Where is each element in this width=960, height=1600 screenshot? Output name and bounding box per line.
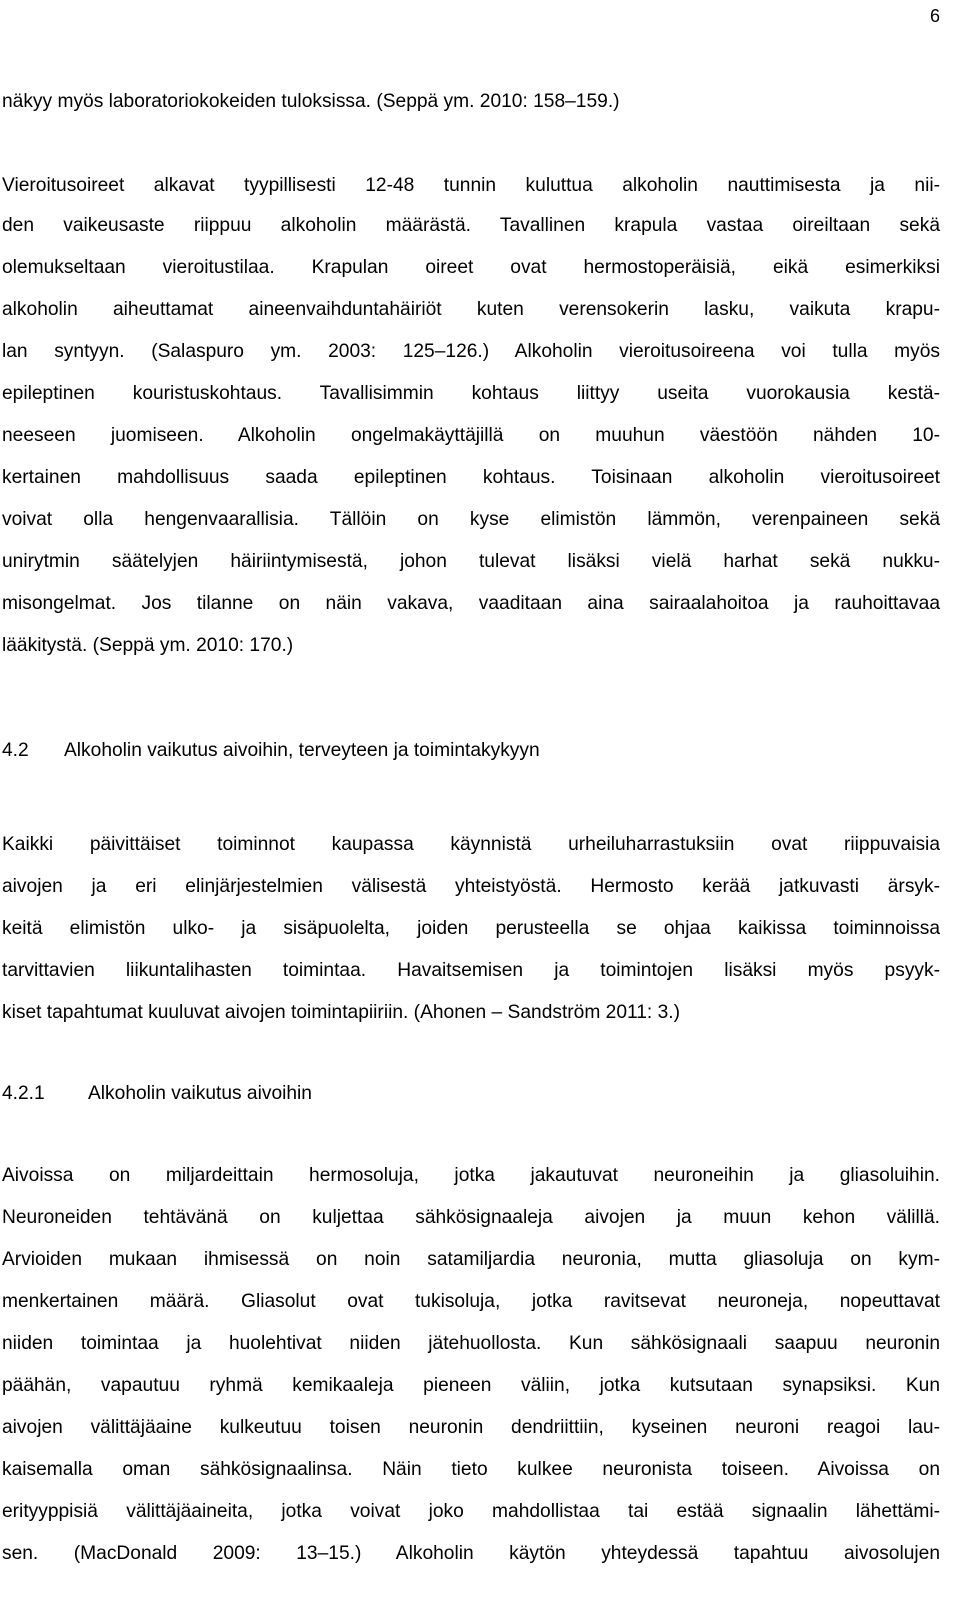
section-heading: [2, 738, 940, 764]
subsection-number: 4.2.1: [2, 1083, 45, 1104]
text-line: neeseen juomiseen. Alkoholin ongelmakäyttäjillä on muuhun väestöön nähden 10-: [2, 425, 940, 446]
section-number: 4.2: [2, 740, 29, 761]
text-line: Kaikki päivittäiset toiminnot kaupassa käynnistä urheiluharrastuksiin ovat riippuvaisia: [2, 834, 940, 855]
text-line: menkertainen määrä. Gliasolut ovat tukisoluja, jotka ravitsevat neuroneja, nopeuttavat: [2, 1291, 940, 1312]
text-line: kertainen mahdollisuus saada epileptinen kohtaus. Toisinaan alkoholin vieroitusoireet: [2, 467, 940, 488]
text-line: Vieroitusoireet alkavat tyypillisesti 12-48 tunnin kuluttua alkoholin nauttimisesta ja nii-: [2, 175, 940, 196]
text-line: Aivoissa on miljardeittain hermosoluja, jotka jakautuvat neuroneihin ja gliasoluihin.: [2, 1165, 940, 1186]
text-line: den vaikeusaste riippuu alkoholin määrästä. Tavallinen krapula vastaa oireiltaan sekä: [2, 215, 940, 236]
subsection-heading: [2, 1081, 940, 1107]
text-line: alkoholin aiheuttamat aineenvaihduntahäiriöt kuten verensokerin lasku, vaikuta krapu-: [2, 299, 940, 320]
text-line: aivojen ja eri elinjärjestelmien välisestä yhteistyöstä. Hermosto kerää jatkuvasti ärsyk-: [2, 876, 940, 897]
text-line: misongelmat. Jos tilanne on näin vakava, vaaditaan aina sairaalahoitoa ja rauhoittavaa: [2, 593, 940, 614]
text-line: voivat olla hengenvaarallisia. Tällöin on kyse elimistön lämmön, verenpaineen sekä: [2, 509, 940, 530]
page-number: 6: [929, 6, 940, 26]
text-line: päähän, vapautuu ryhmä kemikaaleja pieneen väliin, jotka kutsutaan synapsiksi. Kun: [2, 1375, 940, 1396]
text-line: lääkitystä. (Seppä ym. 2010: 170.): [2, 635, 294, 656]
text-line: sen. (MacDonald 2009: 13–15.) Alkoholin käytön yhteydessä tapahtuu aivosolujen: [2, 1543, 940, 1564]
section-title: Alkoholin vaikutus aivoihin, terveyteen ja toimintakykyyn: [64, 740, 540, 761]
text-line: kiset tapahtumat kuuluvat aivojen toimintapiiriin. (Ahonen – Sandström 2011: 3.): [2, 1002, 680, 1023]
text-line: erityyppisiä välittäjäaineita, jotka voivat joko mahdollistaa tai estää signaalin lähettämi-: [2, 1501, 940, 1522]
text-line: keitä elimistön ulko- ja sisäpuolelta, joiden perusteella se ohjaa kaikissa toiminnoissa: [2, 918, 940, 939]
text-line: unirytmin säätelyjen häiriintymisestä, johon tulevat lisäksi vielä harhat sekä nukku-: [2, 551, 940, 572]
text-line: näkyy myös laboratoriokokeiden tuloksissa. (Seppä ym. 2010: 158–159.): [2, 91, 620, 112]
text-line: aivojen välittäjäaine kulkeutuu toisen neuronin dendriittiin, kyseinen neuroni reagoi lau-: [2, 1417, 940, 1438]
text-line: kaisemalla oman sähkösignaalinsa. Näin tieto kulkee neuronista toiseen. Aivoissa on: [2, 1459, 940, 1480]
text-line: Neuroneiden tehtävänä on kuljettaa sähkösignaaleja aivojen ja muun kehon välillä.: [2, 1207, 940, 1228]
text-line: niiden toimintaa ja huolehtivat niiden jätehuollosta. Kun sähkösignaali saapuu neuronin: [2, 1333, 940, 1354]
text-line: tarvittavien liikuntalihasten toimintaa. Havaitsemisen ja toimintojen lisäksi myös psyyk-: [2, 960, 940, 981]
text-line: Arvioiden mukaan ihmisessä on noin satamiljardia neuronia, mutta gliasoluja on kym-: [2, 1249, 940, 1270]
text-line: epileptinen kouristuskohtaus. Tavallisimmin kohtaus liittyy useita vuorokausia kestä-: [2, 383, 940, 404]
text-line: lan syntyyn. (Salaspuro ym. 2003: 125–126.) Alkoholin vieroitusoireena voi tulla myös: [2, 341, 940, 362]
subsection-title: Alkoholin vaikutus aivoihin: [88, 1083, 312, 1104]
text-line: olemukseltaan vieroitustilaa. Krapulan oireet ovat hermostoperäisiä, eikä esimerkiksi: [2, 257, 940, 278]
